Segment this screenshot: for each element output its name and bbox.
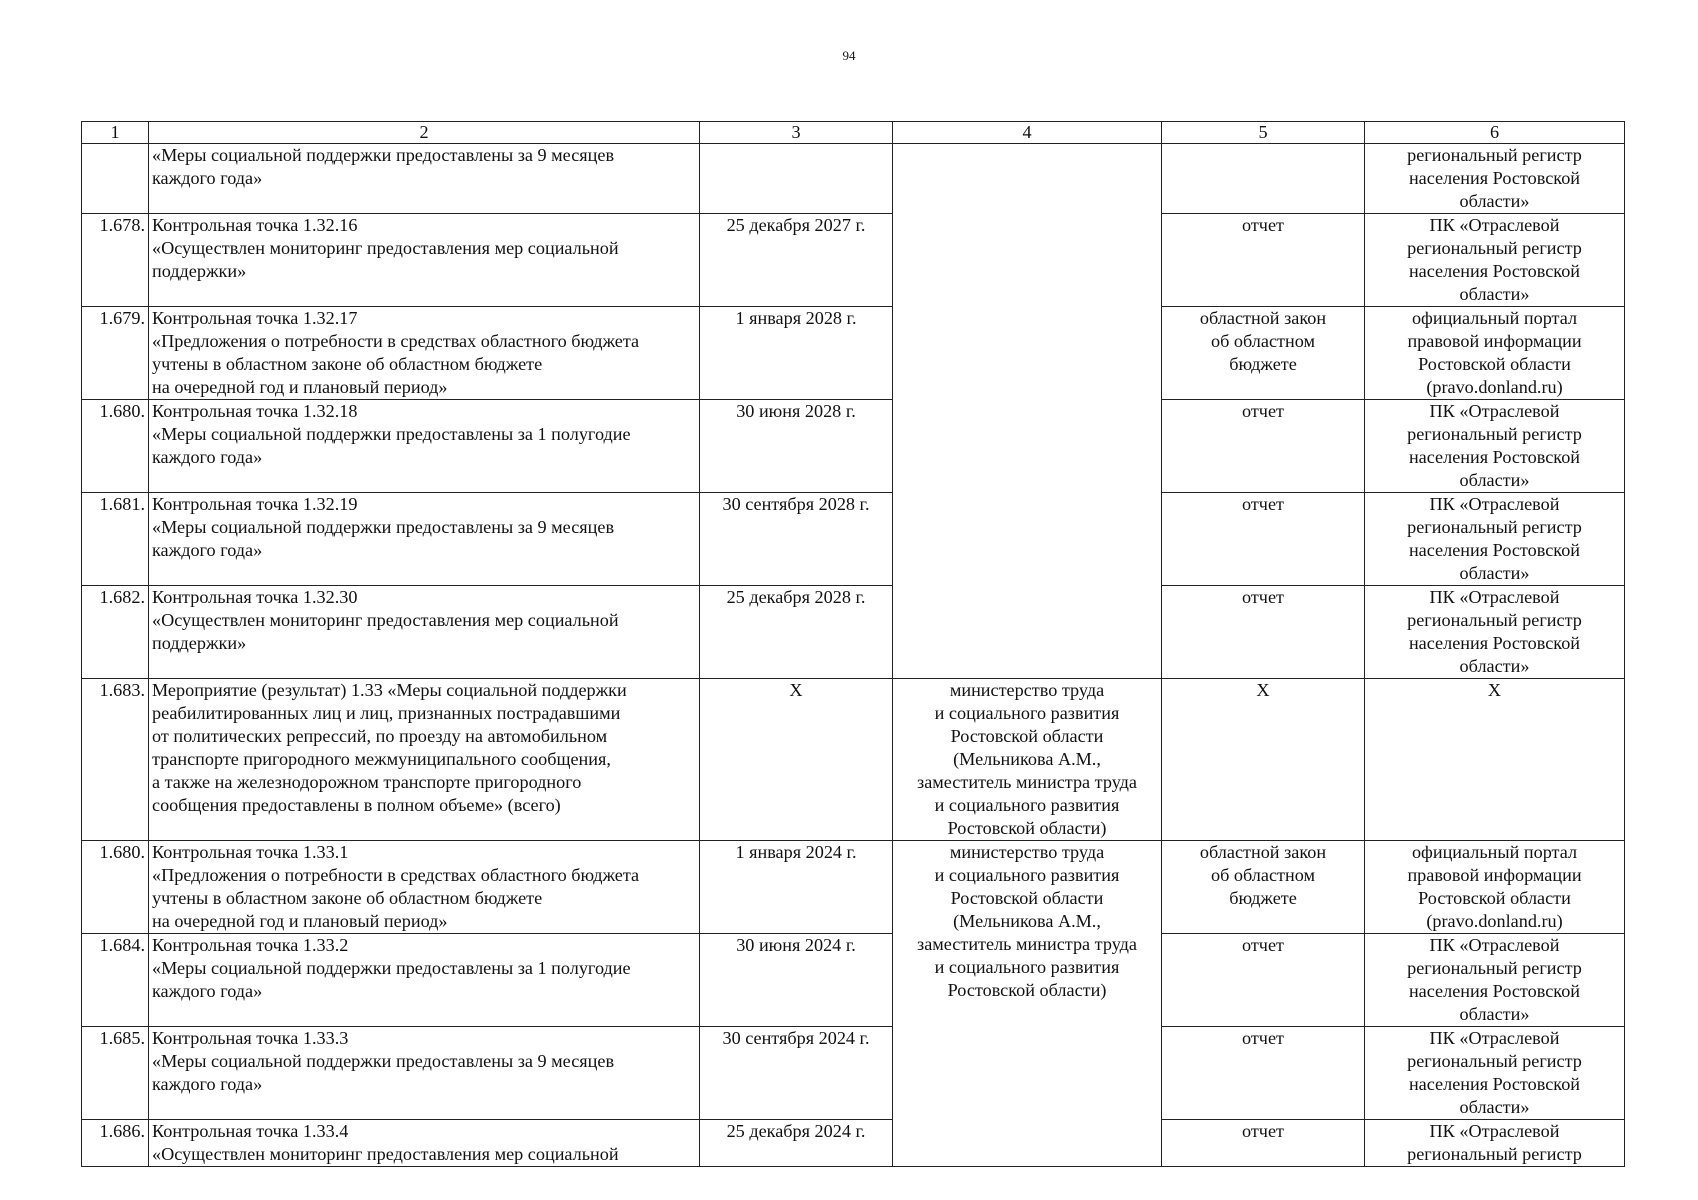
event-description-line: транспорте пригородного межмуниципального сообщения, (152, 749, 611, 769)
row-number: 1.683. (82, 679, 149, 841)
information-source-line: региональный регистр (1407, 424, 1582, 444)
information-source-line: правовой информации (1407, 331, 1582, 351)
deadline-date: 25 декабря 2028 г. (700, 586, 893, 679)
event-description-line: Контрольная точка 1.33.3 (152, 1028, 349, 1048)
row-number: 1.679. (82, 307, 149, 400)
event-description-line: «Меры социальной поддержки предоставлены за 1 полугодие (152, 958, 631, 978)
responsible-executor-line: и социального развития (934, 865, 1120, 885)
information-source (1365, 679, 1625, 841)
document-type (1162, 586, 1365, 679)
table-row (82, 214, 1625, 307)
information-source (1365, 586, 1625, 679)
document-type-line: X (1256, 680, 1270, 700)
table-row (82, 679, 1625, 841)
event-description (149, 1027, 700, 1120)
row-number: 1.681. (82, 493, 149, 586)
event-description (149, 1120, 700, 1167)
event-description-line: на очередной год и плановый период» (152, 911, 448, 931)
table-row (82, 493, 1625, 586)
information-source-line: населения Ростовской (1408, 981, 1581, 1001)
deadline-date: 1 января 2024 г. (700, 841, 893, 934)
information-source-line: региональный регистр (1407, 1051, 1582, 1071)
document-type-line: областной закон (1199, 308, 1327, 328)
responsible-executor (893, 841, 1162, 1167)
deadline-date: 25 декабря 2027 г. (700, 214, 893, 307)
information-source-line: области» (1459, 1097, 1530, 1117)
table-row (82, 144, 1625, 214)
column-header: 5 (1162, 122, 1365, 144)
information-source-line: ПК «Отраслевой (1429, 401, 1560, 421)
column-header: 4 (893, 122, 1162, 144)
event-description-line: Контрольная точка 1.32.30 (152, 587, 358, 607)
table-header-row (82, 122, 1625, 144)
document-type (1162, 400, 1365, 493)
information-source-line: Ростовской области (1418, 354, 1571, 374)
responsible-executor-line: и социального развития (934, 703, 1120, 723)
document-type (1162, 144, 1365, 214)
information-source-line: населения Ростовской (1408, 447, 1581, 467)
document-type-line: отчет (1242, 1121, 1284, 1141)
column-header: 2 (149, 122, 700, 144)
document-type (1162, 493, 1365, 586)
responsible-executor-line: (Мельникова А.М., (953, 749, 1101, 769)
responsible-executor-line: министерство труда (949, 680, 1105, 700)
information-source-line: области» (1459, 470, 1530, 490)
event-description (149, 307, 700, 400)
column-header: 3 (700, 122, 893, 144)
event-description-line: реабилитированных лиц и лиц, признанных пострадавшими (152, 703, 621, 723)
information-source (1365, 400, 1625, 493)
event-description-line: «Осуществлен мониторинг предоставления мер социальной (152, 610, 619, 630)
control-points-table (81, 121, 1625, 1167)
information-source-line: региональный регистр (1407, 238, 1582, 258)
document-type-line: бюджете (1229, 354, 1297, 374)
responsible-executor-line: и социального развития (934, 957, 1120, 977)
deadline-date: 30 сентября 2028 г. (700, 493, 893, 586)
responsible-executor-line: заместитель министра труда (917, 934, 1137, 954)
event-description-line: каждого года» (152, 168, 263, 188)
information-source (1365, 307, 1625, 400)
information-source (1365, 1027, 1625, 1120)
document-type-line: областной закон (1199, 842, 1327, 862)
document-type (1162, 214, 1365, 307)
event-description-line: сообщения предоставлены в полном объеме» (всего) (152, 795, 561, 815)
information-source (1365, 1120, 1625, 1167)
deadline-date: 30 июня 2028 г. (700, 400, 893, 493)
information-source (1365, 493, 1625, 586)
deadline-date: 30 сентября 2024 г. (700, 1027, 893, 1120)
event-description-line: поддержки» (152, 633, 247, 653)
responsible-executor-line: Ростовской области) (947, 980, 1107, 1000)
deadline-date: 1 января 2028 г. (700, 307, 893, 400)
information-source-line: области» (1459, 191, 1530, 211)
responsible-executor-line: Ростовской области) (947, 818, 1107, 838)
event-description (149, 493, 700, 586)
responsible-executor-line: Ростовской области (950, 726, 1104, 746)
document-type-line: об областном (1211, 865, 1315, 885)
document-type-line: об областном (1211, 331, 1315, 351)
responsible-cell-empty (893, 144, 1162, 679)
event-description-line: Контрольная точка 1.33.2 (152, 935, 349, 955)
information-source-line: населения Ростовской (1408, 168, 1581, 188)
row-number: 1.682. (82, 586, 149, 679)
document-type (1162, 841, 1365, 934)
information-source-line: области» (1459, 284, 1530, 304)
document-type (1162, 307, 1365, 400)
document-type-line: отчет (1242, 494, 1284, 514)
event-description (149, 144, 700, 214)
information-source-line: региональный регистр (1407, 517, 1582, 537)
event-description-line: Контрольная точка 1.32.19 (152, 494, 358, 514)
responsible-executor-line: (Мельникова А.М., (953, 911, 1101, 931)
information-source-line: Ростовской области (1418, 888, 1571, 908)
event-description-line: «Меры социальной поддержки предоставлены за 9 месяцев (152, 145, 615, 165)
document-type-line: отчет (1242, 935, 1284, 955)
deadline-date: X (700, 679, 893, 841)
event-description-line: на очередной год и плановый период» (152, 377, 448, 397)
document-type (1162, 1120, 1365, 1167)
deadline-date (700, 144, 893, 214)
information-source-line: области» (1459, 563, 1530, 583)
information-source-line: населения Ростовской (1408, 633, 1581, 653)
table-row (82, 400, 1625, 493)
event-description-line: каждого года» (152, 1074, 263, 1094)
event-description-line: каждого года» (152, 540, 263, 560)
information-source (1365, 214, 1625, 307)
information-source-line: области» (1459, 1004, 1530, 1024)
event-description-line: а также на железнодорожном транспорте пригородного (152, 772, 582, 792)
event-description (149, 214, 700, 307)
document-type (1162, 1027, 1365, 1120)
table-row (82, 1027, 1625, 1120)
responsible-executor-line: заместитель министра труда (917, 772, 1137, 792)
event-description-line: «Предложения о потребности в средствах областного бюджета (152, 331, 640, 351)
document-type (1162, 934, 1365, 1027)
event-description (149, 400, 700, 493)
information-source-line: населения Ростовской (1408, 540, 1581, 560)
information-source-line: официальный портал (1411, 842, 1578, 862)
event-description-line: Контрольная точка 1.32.18 (152, 401, 358, 421)
information-source-line: ПК «Отраслевой (1429, 587, 1560, 607)
event-description-line: учтены в областном законе об областном бюджете (152, 354, 543, 374)
document-type-line: бюджете (1229, 888, 1297, 908)
column-header: 6 (1365, 122, 1625, 144)
information-source-line: региональный регистр (1407, 958, 1582, 978)
event-description-line: «Осуществлен мониторинг предоставления мер социальной (152, 1144, 619, 1164)
row-number: 1.678. (82, 214, 149, 307)
information-source-line: официальный портал (1411, 308, 1578, 328)
event-description-line: поддержки» (152, 261, 247, 281)
event-description (149, 586, 700, 679)
information-source-line: региональный регистр (1407, 1144, 1582, 1164)
document-type-line: отчет (1242, 401, 1284, 421)
table-row (82, 841, 1625, 934)
event-description-line: «Осуществлен мониторинг предоставления мер социальной (152, 238, 619, 258)
information-source-line: (pravo.donland.ru) (1426, 911, 1563, 931)
row-number (82, 144, 149, 214)
event-description-line: «Меры социальной поддержки предоставлены за 9 месяцев (152, 1051, 615, 1071)
event-description-line: Контрольная точка 1.32.16 (152, 215, 358, 235)
information-source-line: области» (1459, 656, 1530, 676)
row-number: 1.680. (82, 841, 149, 934)
event-description-line: Контрольная точка 1.33.1 (152, 842, 349, 862)
event-description-line: Контрольная точка 1.32.17 (152, 308, 358, 328)
event-description-line: Мероприятие (результат) 1.33 «Меры социальной поддержки (152, 680, 627, 700)
document-type-line: отчет (1242, 587, 1284, 607)
table-row (82, 586, 1625, 679)
table-row (82, 1120, 1625, 1167)
event-description (149, 679, 700, 841)
document-type (1162, 679, 1365, 841)
event-description-line: каждого года» (152, 447, 263, 467)
information-source-line: ПК «Отраслевой (1429, 1121, 1560, 1141)
table-row (82, 307, 1625, 400)
event-description-line: от политических репрессий, по проезду на автомобильном (152, 726, 608, 746)
document-type-line: отчет (1242, 1028, 1284, 1048)
event-description-line: «Предложения о потребности в средствах областного бюджета (152, 865, 640, 885)
event-description-line: «Меры социальной поддержки предоставлены за 1 полугодие (152, 424, 631, 444)
event-description-line: каждого года» (152, 981, 263, 1001)
row-number: 1.680. (82, 400, 149, 493)
information-source-line: (pravo.donland.ru) (1426, 377, 1563, 397)
event-description-line: Контрольная точка 1.33.4 (152, 1121, 349, 1141)
information-source-line: населения Ростовской (1408, 261, 1581, 281)
responsible-executor (893, 679, 1162, 841)
responsible-executor-line: Ростовской области (950, 888, 1104, 908)
information-source (1365, 934, 1625, 1027)
event-description-line: «Меры социальной поддержки предоставлены за 9 месяцев (152, 517, 615, 537)
event-description (149, 934, 700, 1027)
responsible-executor-line: и социального развития (934, 795, 1120, 815)
information-source-line: ПК «Отраслевой (1429, 215, 1560, 235)
deadline-date: 25 декабря 2024 г. (700, 1120, 893, 1167)
information-source-line: региональный регистр (1407, 145, 1582, 165)
information-source (1365, 144, 1625, 214)
information-source-line: населения Ростовской (1408, 1074, 1581, 1094)
deadline-date: 30 июня 2024 г. (700, 934, 893, 1027)
responsible-executor-line: министерство труда (949, 842, 1105, 862)
information-source-line: ПК «Отраслевой (1429, 494, 1560, 514)
information-source-line: правовой информации (1407, 865, 1582, 885)
event-description-line: учтены в областном законе об областном бюджете (152, 888, 543, 908)
information-source-line: ПК «Отраслевой (1429, 1028, 1560, 1048)
page-number: 94 (842, 48, 856, 63)
column-header: 1 (82, 122, 149, 144)
row-number: 1.684. (82, 934, 149, 1027)
table-row (82, 934, 1625, 1027)
row-number: 1.685. (82, 1027, 149, 1120)
information-source (1365, 841, 1625, 934)
information-source-line: региональный регистр (1407, 610, 1582, 630)
event-description (149, 841, 700, 934)
document-type-line: отчет (1242, 215, 1284, 235)
row-number: 1.686. (82, 1120, 149, 1167)
information-source-line: X (1487, 680, 1502, 700)
information-source-line: ПК «Отраслевой (1429, 935, 1560, 955)
